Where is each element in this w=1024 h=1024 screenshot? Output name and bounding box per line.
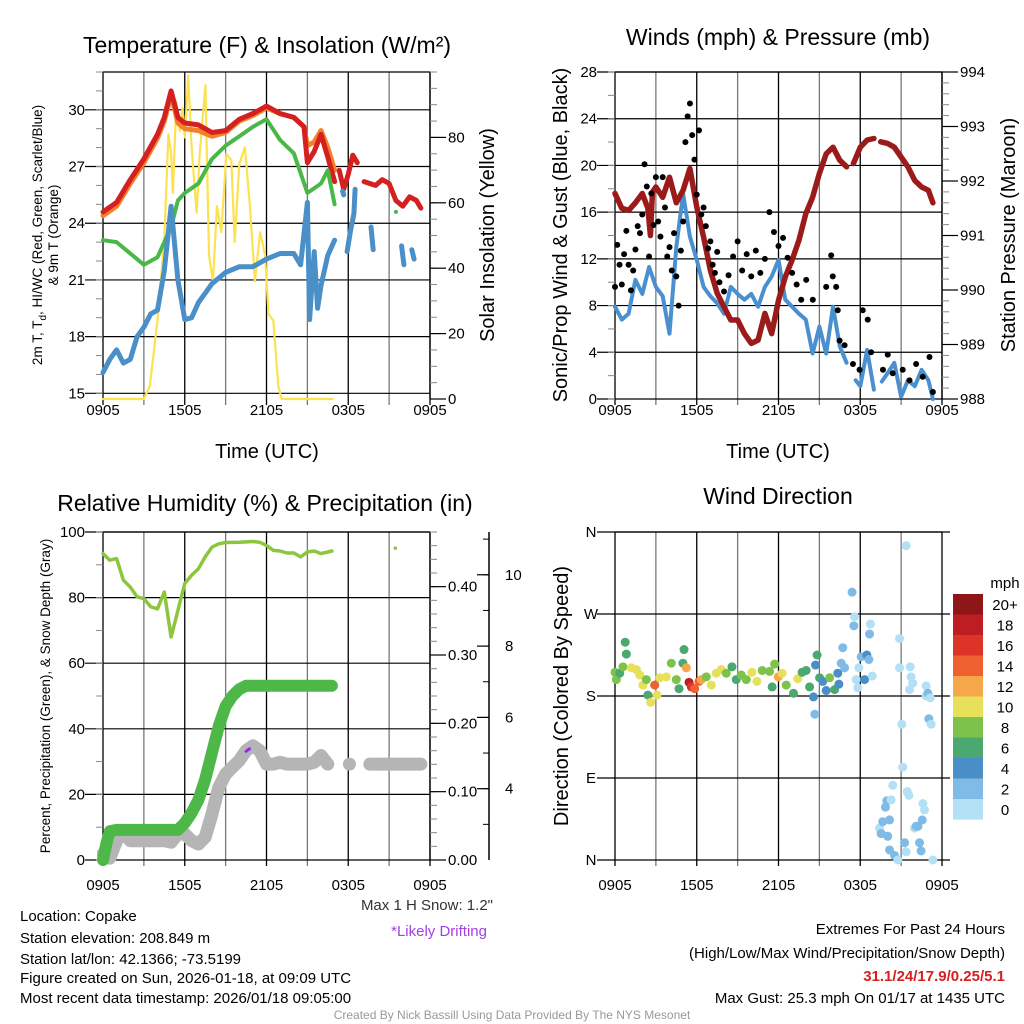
y2-tick-label: 988 (960, 391, 986, 408)
y-tick-label: N (585, 524, 597, 541)
direction-point (622, 650, 631, 659)
gust-point (860, 307, 866, 313)
direction-point (742, 675, 751, 684)
y2-tick-label: 0.30 (448, 647, 478, 664)
direction-point (849, 621, 858, 630)
gust-point (927, 354, 933, 360)
direction-point (865, 630, 874, 639)
gust-point (621, 251, 627, 257)
direction-point (618, 662, 627, 671)
latlon-text: Station lat/lon: 42.1366; -73.5199 (20, 951, 242, 968)
gust-point (907, 377, 913, 383)
y2-tick-label: 993 (960, 118, 986, 136)
legend-label: 16 (996, 638, 1014, 655)
gust-point (630, 268, 636, 274)
gust-point (766, 209, 772, 215)
direction-point (838, 643, 847, 652)
gust-point (637, 230, 643, 236)
gust-point (930, 389, 936, 395)
gust-point (785, 255, 791, 261)
y-tick-label: 0 (76, 852, 85, 869)
x-tick-label: 2105 (761, 402, 796, 419)
gust-point (857, 367, 863, 373)
direction-point (918, 815, 927, 824)
y2-tick-label: 990 (960, 282, 986, 299)
y-tick-label: 15 (68, 385, 85, 403)
legend-swatch (953, 635, 983, 656)
gust-point (730, 254, 736, 260)
gust-point (837, 338, 843, 344)
direction-point (727, 662, 736, 671)
direction-point (621, 638, 630, 647)
gust-point (653, 174, 659, 180)
gust-point (626, 262, 632, 268)
gust-point (617, 262, 623, 268)
y-tick-label: 20 (580, 157, 597, 175)
gust-point (644, 183, 650, 189)
direction-point (770, 660, 779, 669)
direction-point (752, 677, 761, 686)
elevation-text: Station elevation: 208.849 m (20, 930, 211, 947)
temperature-xlabel: Time (UTC) (215, 441, 319, 463)
direction-point (802, 666, 811, 675)
series-line-0 (103, 746, 421, 858)
grid (85, 532, 489, 866)
direction-point (810, 710, 819, 719)
gust-point (685, 113, 691, 119)
gust-point (810, 297, 816, 303)
gust-point (710, 262, 716, 268)
recent-data-text: Most recent data timestamp: 2026/01/18 09:05:00 (20, 990, 352, 1007)
direction-point (805, 682, 814, 691)
direction-point (789, 689, 798, 698)
y-tick-label: 40 (68, 720, 85, 738)
plot-area (103, 542, 421, 861)
y2-tick-label: 0.20 (448, 715, 478, 733)
legend-label: 18 (996, 617, 1014, 635)
gust-point (739, 268, 745, 274)
snow-tick-label: 4 (505, 780, 514, 798)
max-gust-text: Max Gust: 25.3 mph On 01/17 at 1435 UTC (714, 990, 1005, 1007)
gust-point (646, 254, 652, 260)
y-tick-label: S (585, 688, 597, 705)
y-tick-label: E (585, 770, 597, 787)
gust-point (657, 234, 663, 240)
legend-label: 2 (1000, 781, 1010, 799)
legend-label: 8 (1000, 720, 1010, 737)
location-text: Location: Copake (20, 908, 137, 925)
series-line-4 (103, 189, 414, 372)
ylabel-part-3: , HI/WC (Red, Green, Scarlet/Blue) (30, 104, 45, 315)
gust-point (701, 204, 707, 210)
direction-point (900, 838, 909, 847)
x-tick-label: 2105 (249, 877, 284, 894)
wind-direction-ylabel: Direction (Colored By Speed) (551, 565, 573, 827)
gust-point (753, 248, 759, 254)
direction-point (885, 815, 894, 824)
y-tick-label: 12 (580, 250, 597, 268)
gust-point (716, 279, 722, 285)
x-tick-label: 0905 (86, 877, 120, 894)
gust-point (664, 254, 670, 260)
direction-point (860, 675, 869, 684)
gust-point (776, 243, 782, 249)
gust-point (757, 270, 763, 276)
gust-point (662, 204, 668, 210)
snow-tick-label: 8 (505, 638, 514, 656)
y-tick-label: W (583, 606, 599, 623)
y2-tick-label: 20 (448, 325, 465, 343)
gust-point (635, 223, 641, 229)
max-snow-text: Max 1 H Snow: 1.2" (360, 897, 493, 914)
direction-point (897, 720, 906, 729)
gust-point (687, 101, 693, 107)
gust-point (850, 361, 856, 367)
direction-point (822, 686, 831, 695)
y-tick-label: 4 (588, 344, 597, 362)
direction-point (868, 671, 877, 680)
gust-point (639, 211, 645, 217)
extremes-subtitle: (High/Low/Max Wind/Precipitation/Snow Depth) (689, 945, 1005, 962)
gust-point (748, 273, 754, 279)
wind-direction-title: Wind Direction (703, 483, 853, 509)
y-tick-label: 16 (580, 204, 597, 222)
direction-point (852, 675, 861, 684)
gust-point (833, 284, 839, 290)
legend-label: 4 (1000, 761, 1010, 778)
gust-point (623, 228, 629, 234)
series-line-2 (103, 542, 395, 638)
direction-point (927, 720, 936, 729)
gust-point (920, 374, 926, 380)
direction-point (853, 683, 862, 692)
direction-point (667, 659, 676, 668)
legend-label: 10 (996, 699, 1014, 717)
direction-point (809, 692, 818, 701)
extremes-title: Extremes For Past 24 Hours (815, 921, 1005, 938)
direction-point (650, 681, 659, 690)
y-tick-label: 60 (68, 655, 85, 673)
legend-swatch (953, 656, 983, 677)
direction-point (893, 856, 902, 865)
gust-point (694, 192, 700, 198)
direction-point (662, 672, 671, 681)
temperature-title: Temperature (F) & Insolation (W/m²) (82, 32, 452, 58)
ylabel-subscript: d (38, 314, 49, 321)
plot-area (103, 75, 421, 399)
direction-point (920, 805, 929, 814)
x-tick-label: 2105 (761, 877, 796, 894)
y-tick-label: N (585, 852, 597, 869)
ylabel-part-1: 2m T, T (30, 320, 45, 366)
x-tick-label: 0905 (413, 402, 447, 419)
direction-point (707, 681, 716, 690)
credit-text: Created By Nick Bassill Using Data Provided By The NYS Mesonet (333, 1008, 691, 1022)
gust-point (628, 287, 634, 293)
direction-point (825, 673, 834, 682)
direction-point (895, 634, 904, 643)
winds-ylabel: Sonic/Prop Wind & Gust (Blue, Black) (550, 67, 572, 403)
gust-point (823, 284, 829, 290)
temperature-y2label: Solar Insolation (Yellow) (477, 128, 499, 342)
legend-swatch (953, 594, 983, 615)
direction-point (702, 672, 711, 681)
legend-swatch (953, 717, 983, 738)
direction-point (782, 681, 791, 690)
direction-point (811, 661, 820, 670)
legend-swatch (953, 758, 983, 779)
y2-tick-label: 80 (448, 129, 465, 147)
x-tick-label: 1505 (168, 877, 202, 894)
gust-point (691, 157, 697, 163)
gust-point (712, 270, 718, 276)
gust-point (726, 272, 732, 278)
direction-point (902, 847, 911, 856)
humidity-ylabel: Percent, Precipitation (Green), & Snow Depth (Gray) (38, 538, 53, 854)
direction-point (926, 693, 935, 702)
gust-point (612, 284, 618, 290)
gust-point (744, 251, 750, 257)
direction-point (778, 669, 787, 678)
temperature-ylabel-line2: & 9m T (Orange) (46, 184, 61, 286)
direction-point (675, 684, 684, 693)
y-tick-label: 27 (68, 158, 85, 176)
gust-point (707, 238, 713, 244)
legend-swatch (953, 799, 983, 820)
direction-point (840, 663, 849, 672)
extremes-values: 31.1/24/17.9/0.25/5.1 (863, 968, 1005, 985)
gust-point (678, 248, 684, 254)
direction-point (895, 663, 904, 672)
y-tick-label: 100 (59, 524, 85, 541)
y2-tick-label: 989 (960, 336, 986, 354)
y2-tick-label: 992 (960, 173, 986, 190)
gust-point (676, 303, 682, 309)
y2-tick-label: 994 (960, 64, 986, 81)
direction-point (888, 781, 897, 790)
series-line-3 (246, 749, 249, 752)
gust-point (669, 268, 675, 274)
direction-point (768, 682, 777, 691)
gust-point (868, 349, 874, 355)
y2-tick-label: 60 (448, 194, 465, 212)
direction-point (747, 668, 756, 677)
direction-point (850, 612, 859, 621)
legend-label: 6 (1000, 740, 1010, 758)
humidity-panel (60, 524, 522, 894)
y-tick-label: 18 (68, 328, 85, 346)
legend-title: mph (990, 575, 1020, 592)
direction-point (864, 655, 873, 664)
legend-swatch (953, 697, 983, 718)
legend-label: 12 (996, 679, 1014, 696)
x-tick-label: 0905 (925, 877, 959, 894)
x-tick-label: 0305 (331, 402, 365, 419)
y-tick-label: 24 (580, 110, 597, 128)
gust-point (794, 282, 800, 288)
legend-swatch (953, 779, 983, 800)
winds-panel (580, 64, 985, 419)
direction-point (906, 662, 915, 671)
created-text: Figure created on Sun, 2026-01-18, at 09:09 UTC (20, 970, 352, 987)
y2-tick-label: 0.10 (448, 783, 478, 801)
gust-point (735, 238, 741, 244)
direction-point (680, 645, 689, 654)
gust-point (703, 223, 709, 229)
plot-area (612, 101, 936, 399)
direction-point (887, 795, 896, 804)
direction-point (902, 541, 911, 550)
gust-point (789, 270, 795, 276)
direction-point (898, 763, 907, 772)
legend-label: 14 (996, 658, 1014, 676)
gust-point (632, 247, 638, 253)
winds-xlabel: Time (UTC) (726, 441, 830, 463)
gust-point (714, 249, 720, 255)
direction-point (883, 832, 892, 841)
gust-point (671, 230, 677, 236)
x-tick-label: 1505 (680, 877, 714, 894)
x-tick-label: 2105 (249, 402, 284, 419)
x-tick-label: 0905 (413, 877, 447, 894)
x-tick-label: 0905 (598, 402, 632, 419)
gust-point (682, 139, 688, 145)
gust-point (771, 229, 777, 235)
y2-tick-label: 991 (960, 227, 986, 245)
winds-y2label: Station Pressure (Maroon) (998, 117, 1020, 353)
gust-point (803, 277, 809, 283)
series-line-1 (615, 139, 933, 344)
grid (597, 72, 958, 405)
direction-point (682, 663, 691, 672)
direction-point (905, 685, 914, 694)
gust-point (835, 307, 841, 313)
series-line-1 (103, 95, 335, 216)
direction-point (928, 856, 937, 865)
gust-point (705, 245, 711, 251)
gust-point (762, 256, 768, 262)
speed-legend (953, 594, 1018, 820)
y2-tick-label: 0.00 (448, 852, 478, 869)
direction-point (653, 691, 662, 700)
x-tick-label: 1505 (168, 402, 202, 419)
direction-point (854, 663, 863, 672)
direction-point (813, 651, 822, 660)
direction-point (672, 675, 681, 684)
direction-point (646, 698, 655, 707)
gust-point (698, 211, 704, 217)
gust-point (780, 235, 786, 241)
series-line-2 (103, 91, 421, 212)
x-tick-label: 0305 (331, 877, 365, 894)
legend-swatch (953, 676, 983, 697)
y-tick-label: 24 (68, 215, 85, 233)
snow-tick-label: 6 (505, 709, 514, 727)
direction-point (866, 620, 875, 629)
wind-direction-panel (584, 524, 959, 894)
gust-point (642, 161, 648, 167)
y-tick-label: 30 (68, 101, 85, 119)
direction-point (765, 667, 774, 676)
gust-point (667, 244, 673, 250)
y2-tick-label: 40 (448, 260, 465, 278)
plot-area (611, 541, 938, 864)
gust-point (900, 367, 906, 373)
gust-point (696, 127, 702, 133)
legend-swatch (953, 738, 983, 759)
legend-label: 20+ (992, 597, 1018, 614)
drifting-note: *Likely Drifting (391, 923, 487, 940)
gust-point (673, 273, 679, 279)
x-tick-label: 0905 (598, 877, 632, 894)
gust-point (842, 342, 848, 348)
y-tick-label: 80 (68, 589, 85, 607)
x-tick-label: 0905 (925, 402, 959, 419)
y-tick-label: 8 (588, 297, 597, 315)
temperature-panel (68, 72, 464, 419)
gust-point (614, 242, 620, 248)
direction-point (915, 838, 924, 847)
gust-point (619, 282, 625, 288)
gust-point (828, 252, 834, 258)
series-line-1 (103, 686, 332, 860)
legend-swatch (953, 615, 983, 636)
direction-point (904, 791, 913, 800)
gust-point (680, 218, 686, 224)
y-tick-label: 28 (580, 64, 597, 81)
x-tick-label: 1505 (680, 402, 714, 419)
gust-point (830, 273, 836, 279)
gust-point (880, 367, 886, 373)
y2-tick-label: 0 (448, 391, 457, 408)
direction-point (642, 675, 651, 684)
y-tick-label: 0 (588, 391, 597, 408)
gust-point (721, 289, 727, 295)
x-tick-label: 0305 (843, 402, 877, 419)
gust-point (655, 218, 661, 224)
direction-point (834, 680, 843, 689)
y-tick-label: 20 (68, 786, 85, 804)
y2-tick-label: 0.40 (448, 578, 478, 596)
direction-point (848, 588, 857, 597)
humidity-title: Relative Humidity (%) & Precipitation (in) (57, 490, 473, 516)
gust-point (798, 297, 804, 303)
gust-point (689, 132, 695, 138)
snow-tick-label: 10 (505, 566, 522, 584)
gust-point (890, 370, 896, 376)
gust-point (865, 317, 871, 323)
winds-title: Winds (mph) & Pressure (mb) (625, 24, 931, 50)
x-tick-label: 0905 (86, 402, 120, 419)
gust-point (885, 352, 891, 358)
legend-label: 0 (1000, 802, 1010, 819)
direction-point (917, 846, 926, 855)
y-tick-label: 21 (68, 271, 85, 289)
x-tick-label: 0305 (843, 877, 877, 894)
gust-point (660, 174, 666, 180)
gust-point (913, 361, 919, 367)
gust-point (648, 190, 654, 196)
